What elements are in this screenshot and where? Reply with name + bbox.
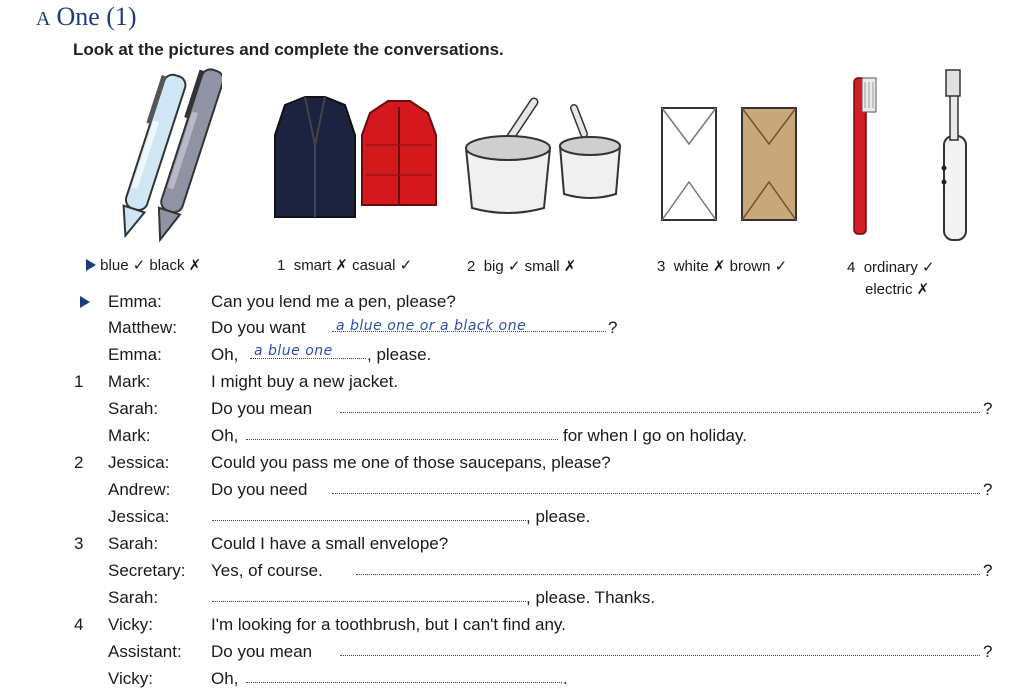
toothbrushes-illustration [846, 66, 976, 246]
line-example-1: Emma: Can you lend me a pen, please? [0, 289, 1024, 315]
handwritten-answer: a blue one [254, 343, 333, 359]
handwritten-answer: a blue one or a black one [336, 318, 527, 334]
saucepans-illustration [462, 96, 632, 221]
exercise-heading [36, 2, 137, 32]
line-3b: Secretary: Yes, of course. ? [108, 561, 993, 580]
answer-blank[interactable] [332, 493, 980, 494]
answer-blank[interactable] [340, 655, 980, 656]
line-2a: 2 Jessica: Could you pass me one of those saucepans, please? [74, 453, 611, 472]
picture-label-1: 1 smart ✗ casual ✓ [277, 257, 413, 274]
line-3a: 3 Sarah: Could I have a small envelope? [74, 534, 449, 553]
pens-illustration [112, 62, 222, 252]
picture-label-2: 2 big ✓ small ✗ [467, 258, 577, 275]
line-4a: 4 Vicky: I'm looking for a toothbrush, but I can't find any. [74, 615, 566, 634]
line-1a: 1 Mark: I might buy a new jacket. [74, 372, 399, 391]
picture-label-example: blue ✓ black ✗ [86, 256, 201, 274]
picture-label-3: 3 white ✗ brown ✓ [657, 258, 788, 275]
answer-blank[interactable] [340, 412, 980, 413]
line-example-3: Emma: Oh, a blue one , please. [108, 343, 432, 364]
answer-blank[interactable] [212, 520, 526, 521]
instruction-text: Look at the pictures and complete the conversations. [73, 40, 504, 59]
line-1b: Sarah: Do you mean ? [108, 399, 993, 418]
line-2c: Jessica: , please. [108, 507, 591, 526]
exercise-letter: A [36, 8, 51, 30]
answer-blank[interactable] [246, 439, 558, 440]
picture-label-4: 4 ordinary ✓ [847, 259, 935, 276]
line-4c: Vicky: Oh, . [108, 669, 568, 688]
answer-blank[interactable] [356, 574, 980, 575]
jackets-illustration [270, 95, 440, 225]
exercise-title: One (1) [56, 2, 137, 31]
line-2b: Andrew: Do you need ? [108, 480, 993, 499]
line-example-2: Matthew: Do you want a blue one or a black one ? [108, 318, 618, 337]
envelopes-illustration [660, 104, 800, 224]
answer-blank[interactable] [212, 601, 526, 602]
answer-blank[interactable] [246, 682, 562, 683]
example-arrow-icon [86, 259, 96, 271]
line-1c: Mark: Oh, for when I go on holiday. [108, 426, 747, 445]
example-arrow-icon [80, 296, 90, 308]
line-3c: Sarah: , please. Thanks. [108, 588, 656, 607]
picture-label-4b: electric ✗ [865, 281, 930, 298]
line-4b: Assistant: Do you mean ? [108, 642, 993, 661]
